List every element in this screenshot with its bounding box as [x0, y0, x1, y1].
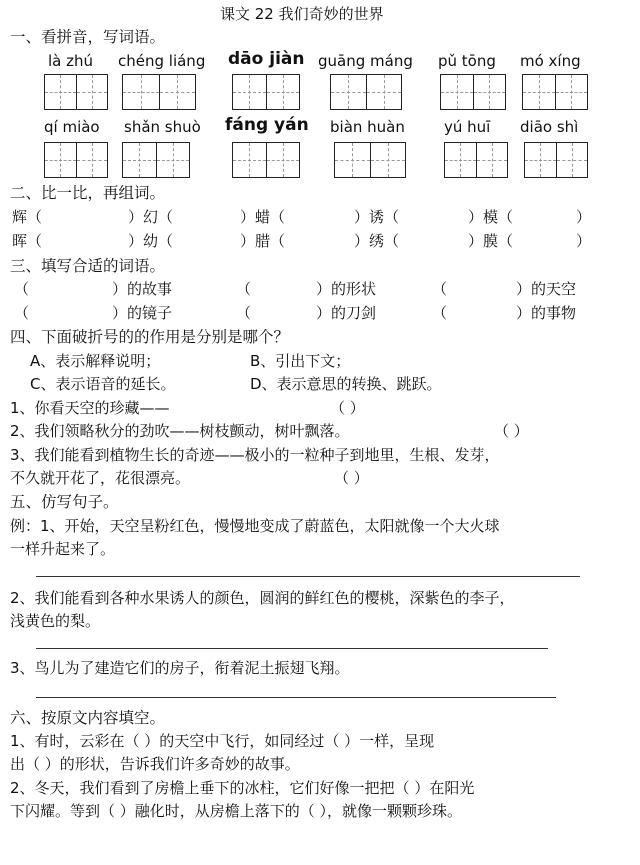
dash-answer-3[interactable]: （ ）	[334, 469, 369, 487]
pinyin-2: chéng liáng	[118, 52, 206, 70]
writing-grid-10[interactable]	[334, 142, 406, 178]
option-a: A、表示解释说明；	[30, 352, 161, 370]
fill-r1-a: （	[14, 280, 30, 298]
answer-line-3[interactable]	[36, 697, 556, 698]
fill-r2-d: ）的刀剑	[316, 304, 377, 322]
section3-heading: 三、填写合适的词语。	[10, 257, 166, 275]
writing-grid-1[interactable]	[44, 74, 108, 110]
compare-r1-d: ）诱（	[354, 208, 400, 226]
dash-question-2: 2、我们领略秋分的劲吹——树枝颤动，树叶飘落。	[10, 422, 350, 440]
writing-grid-11[interactable]	[444, 142, 508, 178]
dash-question-3-line1: 3、我们能看到植物生长的奇迹——极小的一粒种子到地里，生根、发芽，	[10, 446, 500, 464]
dash-question-1: 1、你看天空的珍藏——	[10, 399, 170, 417]
example-1-line1: 例：1、开始，天空呈粉红色，慢慢地变成了蔚蓝色，太阳就像一个大火球	[10, 517, 500, 535]
pinyin-7: qí miào	[44, 118, 100, 136]
fill-r2-b: ）的镜子	[112, 304, 173, 322]
pinyin-4: guāng máng	[318, 52, 413, 70]
pinyin-9: fáng yán	[225, 115, 309, 135]
compare-r2-e: ）膜（	[468, 232, 514, 250]
fill-r1-d: ）的形状	[316, 280, 377, 298]
writing-grid-2[interactable]	[122, 74, 196, 110]
section5-heading: 五、仿写句子。	[10, 493, 119, 511]
compare-r2-c: ）腊（	[240, 232, 286, 250]
pinyin-3: dāo jiàn	[228, 49, 305, 69]
writing-grid-3[interactable]	[232, 74, 300, 110]
pinyin-1: là zhú	[48, 52, 94, 70]
compare-r2-b: ）幼（	[128, 232, 174, 250]
option-d: D、表示意思的转换、跳跃。	[250, 375, 442, 393]
recall-2-line1: 2、冬天，我们看到了房檐上垂下的冰柱，它们好像一把把（ ）在阳光	[10, 779, 475, 797]
fill-r1-f: ）的天空	[516, 280, 577, 298]
fill-r1-e: （	[432, 280, 448, 298]
pinyin-6: mó xíng	[520, 52, 581, 70]
compare-r1-c: ）蜡（	[240, 208, 286, 226]
dash-question-3-line2: 不久就开花了，花很漂亮。	[10, 469, 191, 487]
recall-1-line2: 出（ ）的形状，告诉我们许多奇妙的故事。	[10, 755, 300, 773]
fill-r1-b: ）的故事	[112, 280, 173, 298]
compare-r1-f: ）	[576, 208, 592, 226]
compare-r2-d: ）绣（	[354, 232, 400, 250]
pinyin-10: biàn huàn	[330, 118, 405, 136]
example-1-line2: 一样升起来了。	[10, 540, 116, 558]
writing-grid-4[interactable]	[330, 74, 402, 110]
writing-grid-6[interactable]	[522, 74, 588, 110]
page-title: 课文 22 我们奇妙的世界	[220, 5, 384, 23]
fill-r2-a: （	[14, 304, 30, 322]
imitate-3: 3、鸟儿为了建造它们的房子，衔着泥土振翅飞翔。	[10, 659, 350, 677]
section1-heading: 一、看拼音，写词语。	[10, 28, 166, 46]
compare-r1-a: 辉（	[12, 208, 43, 226]
fill-r2-c: （	[236, 304, 252, 322]
compare-r1-e: ）模（	[468, 208, 514, 226]
fill-r2-e: （	[432, 304, 448, 322]
imitate-2-line1: 2、我们能看到各种水果诱人的颜色，圆润的鲜红色的樱桃，深紫色的李子，	[10, 589, 515, 607]
pinyin-12: diāo shì	[520, 118, 579, 136]
option-b: B、引出下文；	[250, 352, 351, 370]
writing-grid-7[interactable]	[44, 142, 108, 178]
compare-r2-f: ）	[576, 232, 592, 250]
imitate-2-line2: 浅黄色的梨。	[10, 612, 101, 630]
section4-heading: 四、下面破折号的的作用是分别是哪个？	[10, 328, 290, 346]
recall-2-line2: 下闪耀。等到（ ）融化时，从房檐上落下的（ ），就像一颗颗珍珠。	[10, 802, 463, 820]
writing-grid-9[interactable]	[232, 142, 300, 178]
answer-line-2[interactable]	[36, 648, 548, 649]
fill-r1-c: （	[236, 280, 252, 298]
recall-1-line1: 1、有时，云彩在（ ）的天空中飞行，如同经过（ ）一样，呈现	[10, 732, 435, 750]
fill-r2-f: ）的事物	[516, 304, 577, 322]
answer-line-1[interactable]	[36, 576, 580, 577]
dash-answer-1[interactable]: （ ）	[330, 399, 365, 417]
compare-r1-b: ）幻（	[128, 208, 174, 226]
section2-heading: 二、比一比，再组词。	[10, 184, 166, 202]
compare-r2-a: 晖（	[12, 232, 43, 250]
dash-answer-2[interactable]: （ ）	[494, 422, 529, 440]
pinyin-5: pǔ tōng	[438, 52, 496, 70]
writing-grid-5[interactable]	[440, 74, 506, 110]
option-c: C、表示语音的延长。	[30, 375, 176, 393]
writing-grid-12[interactable]	[524, 142, 588, 178]
section6-heading: 六、按原文内容填空。	[10, 709, 166, 727]
writing-grid-8[interactable]	[122, 142, 190, 178]
pinyin-8: shǎn shuò	[124, 118, 201, 136]
pinyin-11: yú huī	[444, 118, 491, 136]
